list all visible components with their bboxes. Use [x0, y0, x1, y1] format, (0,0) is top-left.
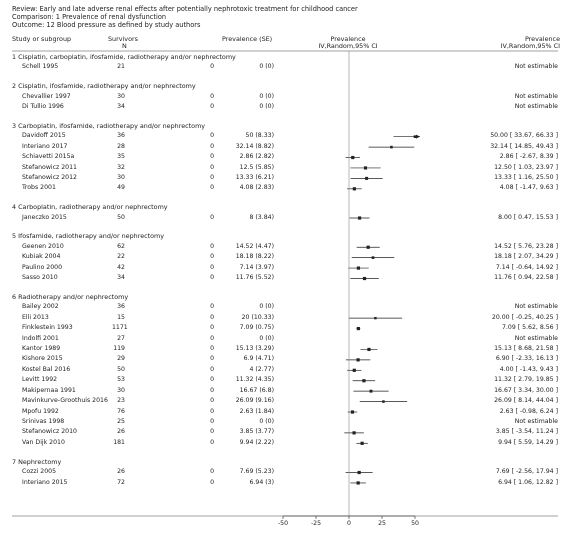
prevalence-se: 7.69 (5.23): [239, 468, 274, 476]
prevalence-ci: Not estimable: [514, 303, 558, 311]
prevalence-ci: Not estimable: [514, 418, 558, 426]
prevalence-ci: 26.09 [ 8.14, 44.04 ]: [494, 397, 558, 405]
x-tick-label: 25: [378, 520, 386, 527]
prevalence-se: 6.9 (4.71): [243, 355, 274, 363]
survivors-n: 27: [117, 334, 125, 342]
events-count: 0: [210, 303, 214, 311]
study-name: Bailey 2002: [22, 303, 59, 311]
point-estimate: [358, 216, 361, 219]
prevalence-ci: 4.00 [ -1.43, 9.43 ]: [499, 365, 558, 373]
events-count: 0: [210, 468, 214, 476]
prevalence-se: 7.09 (0.75): [239, 324, 274, 332]
prevalence-se: 13.33 (6.21): [235, 173, 274, 181]
study-name: Stefanowicz 2012: [22, 173, 77, 181]
point-estimate: [357, 358, 360, 361]
survivors-n: 62: [117, 242, 125, 250]
prevalence-se: 0 (0): [259, 303, 274, 311]
prevalence-ci: 14.52 [ 5.76, 23.28 ]: [494, 242, 558, 250]
prevalence-ci: 12.50 [ 1.03, 23.97 ]: [494, 163, 558, 171]
survivors-n: 21: [117, 63, 125, 71]
survivors-n: 181: [113, 438, 125, 446]
events-count: 0: [210, 386, 214, 394]
prevalence-se: 26.09 (9.16): [235, 397, 274, 405]
x-tick-label: 0: [347, 520, 351, 527]
prevalence-se: 2.63 (1.84): [239, 407, 274, 415]
prevalence-se: 14.52 (4.47): [235, 242, 274, 250]
events-count: 0: [210, 274, 214, 282]
events-count: 0: [210, 63, 214, 71]
prevalence-ci: 11.32 [ 2.79, 19.85 ]: [494, 376, 558, 384]
col-prevalence-se: Prevalence (SE): [222, 35, 273, 43]
prevalence-ci: Not estimable: [514, 63, 558, 71]
prevalence-ci: 11.76 [ 0.94, 22.58 ]: [494, 274, 558, 282]
point-estimate: [358, 471, 361, 474]
prevalence-se: 4 (2.77): [249, 365, 274, 373]
prevalence-ci: 7.69 [ -2.56, 17.94 ]: [495, 468, 558, 476]
comparison-title: Comparison: 1 Prevalence of renal dysfunction: [12, 13, 167, 21]
prevalence-se: 7.14 (3.97): [239, 263, 274, 271]
point-estimate: [357, 266, 360, 269]
col-ci-method: IV,Random,95% CI: [500, 42, 560, 50]
prevalence-se: 11.32 (4.35): [235, 376, 274, 384]
point-estimate: [351, 156, 354, 159]
prevalence-ci: 15.13 [ 8.68, 21.58 ]: [494, 345, 558, 353]
study-name: Janeczko 2015: [22, 213, 67, 221]
events-count: 0: [210, 184, 214, 192]
events-count: 0: [210, 163, 214, 171]
x-tick-label: -50: [277, 520, 289, 527]
subgroup-title: 4 Carboplatin, radiotherapy and/or nephrectomy: [12, 203, 168, 212]
x-tick-label: -25: [310, 520, 322, 527]
survivors-n: 23: [117, 397, 125, 405]
point-estimate: [357, 481, 360, 484]
events-count: 0: [210, 253, 214, 261]
point-estimate: [353, 187, 356, 190]
subgroup-title: 5 Ifosfamide, radiotherapy and/or nephrectomy: [12, 232, 165, 241]
events-count: 0: [210, 103, 214, 111]
subgroup-title: 3 Carboplatin, ifosfamide, radiotherapy and/or nephrectomy: [12, 121, 206, 130]
prevalence-ci: 8.00 [ 0.47, 15.53 ]: [498, 213, 558, 221]
subgroup-title: 2 Cisplatin, ifosfamide, radiotherapy and/or nephrectomy: [12, 82, 196, 91]
study-name: Chevallier 1997: [22, 92, 71, 100]
study-name: Indolfi 2001: [22, 334, 59, 342]
prevalence-se: 0 (0): [259, 334, 274, 342]
survivors-n: 50: [117, 365, 125, 373]
prevalence-ci: Not estimable: [514, 103, 558, 111]
subgroup-title: 7 Nephrectomy: [12, 457, 62, 466]
point-estimate: [362, 379, 365, 382]
prevalence-se: 2.86 (2.82): [239, 153, 274, 161]
point-estimate: [357, 327, 360, 330]
study-name: Stefanowicz 2010: [22, 428, 77, 436]
survivors-n: 42: [117, 263, 125, 271]
survivors-n: 72: [117, 478, 125, 486]
study-name: Interiano 2015: [22, 478, 68, 486]
survivors-n: 25: [117, 418, 125, 426]
prevalence-ci: 2.63 [ -0.98, 6.24 ]: [499, 407, 558, 415]
subgroup-title: 6 Radiotherapy and/or nephrectomy: [12, 292, 129, 301]
prevalence-se: 16.67 (6.8): [239, 386, 274, 394]
point-estimate: [352, 431, 355, 434]
events-count: 0: [210, 365, 214, 373]
survivors-n: 34: [117, 274, 125, 282]
survivors-n: 26: [117, 468, 125, 476]
events-count: 0: [210, 428, 214, 436]
prevalence-ci: 7.09 [ 5.62, 8.56 ]: [502, 324, 558, 332]
prevalence-ci: 9.94 [ 5.59, 14.29 ]: [498, 438, 558, 446]
prevalence-ci: 6.90 [ -2.33, 16.13 ]: [495, 355, 558, 363]
prevalence-se: 12.5 (5.85): [239, 163, 274, 171]
survivors-n: 1171: [112, 324, 128, 332]
events-count: 0: [210, 92, 214, 100]
review-title: Review: Early and late adverse renal effects after potentially nephrotoxic treatment for childhood cancer: [12, 5, 358, 13]
events-count: 0: [210, 153, 214, 161]
study-name: Geenen 2010: [22, 242, 64, 250]
prevalence-ci: 2.86 [ -2.67, 8.39 ]: [499, 153, 558, 161]
point-estimate: [372, 256, 375, 259]
study-name: Mavinkurve-Groothuis 2016: [22, 397, 108, 405]
prevalence-ci: Not estimable: [514, 334, 558, 342]
study-name: Kishore 2015: [22, 355, 63, 363]
outcome-title: Outcome: 12 Blood pressure as defined by study authors: [12, 21, 201, 29]
survivors-n: 76: [117, 407, 125, 415]
prevalence-se: 0 (0): [259, 63, 274, 71]
prevalence-se: 32.14 (8.82): [235, 142, 274, 150]
study-name: Trobs 2001: [22, 184, 56, 192]
study-name: Sasso 2010: [22, 274, 58, 282]
events-count: 0: [210, 213, 214, 221]
events-count: 0: [210, 478, 214, 486]
point-estimate: [361, 442, 364, 445]
point-estimate: [374, 317, 376, 319]
prevalence-se: 6.94 (3): [249, 478, 274, 486]
prevalence-se: 20 (10.33): [241, 313, 274, 321]
prevalence-se: 9.94 (2.22): [239, 438, 274, 446]
study-name: Srinivas 1998: [22, 418, 65, 426]
study-name: Interiano 2017: [22, 142, 68, 150]
prevalence-se: 0 (0): [259, 92, 274, 100]
study-name: Cozzi 2005: [22, 468, 57, 476]
col-prevalence-plot: Prevalence: [330, 35, 366, 43]
prevalence-ci: 16.67 [ 3.34, 30.00 ]: [494, 386, 558, 394]
prevalence-se: 8 (3.84): [249, 213, 274, 221]
survivors-n: 30: [117, 173, 125, 181]
prevalence-ci: 13.33 [ 1.16, 25.50 ]: [494, 173, 558, 181]
survivors-n: 119: [113, 345, 125, 353]
point-estimate: [351, 410, 354, 413]
col-study: Study or subgroup: [12, 35, 72, 43]
prevalence-se: 0 (0): [259, 103, 274, 111]
study-name: Stefanowicz 2011: [22, 163, 77, 171]
study-name: Davidoff 2015: [22, 132, 66, 140]
events-count: 0: [210, 418, 214, 426]
point-estimate: [382, 400, 385, 403]
events-count: 0: [210, 407, 214, 415]
prevalence-ci: 20.00 [ -0.25, 40.25 ]: [491, 313, 558, 321]
prevalence-ci: 3.85 [ -3.54, 11.24 ]: [495, 428, 558, 436]
survivors-n: 28: [117, 142, 125, 150]
survivors-n: 34: [117, 103, 125, 111]
col-prevalence-ci: Prevalence: [524, 35, 560, 43]
prevalence-ci: Not estimable: [514, 92, 558, 100]
point-estimate: [367, 348, 370, 351]
survivors-n: 53: [117, 376, 125, 384]
prevalence-ci: 7.14 [ -0.64, 14.92 ]: [495, 263, 558, 271]
events-count: 0: [210, 376, 214, 384]
events-count: 0: [210, 397, 214, 405]
x-tick-label: 50: [411, 520, 419, 527]
events-count: 0: [210, 334, 214, 342]
survivors-n: 30: [117, 386, 125, 394]
events-count: 0: [210, 324, 214, 332]
events-count: 0: [210, 173, 214, 181]
events-count: 0: [210, 355, 214, 363]
survivors-n: 50: [117, 213, 125, 221]
survivors-n: 30: [117, 92, 125, 100]
point-estimate: [365, 177, 368, 180]
point-estimate: [353, 369, 356, 372]
point-estimate: [367, 246, 370, 249]
events-count: 0: [210, 142, 214, 150]
events-count: 0: [210, 242, 214, 250]
survivors-n: 15: [117, 313, 125, 321]
study-name: Kostel Bal 2016: [22, 365, 71, 373]
study-name: Finklestein 1993: [22, 324, 73, 332]
study-name: Di Tullio 1996: [22, 103, 64, 111]
prevalence-se: 15.13 (3.29): [235, 345, 274, 353]
study-name: Makipernaa 1991: [22, 386, 76, 394]
study-name: Elli 2013: [22, 313, 49, 321]
survivors-n: 26: [117, 428, 125, 436]
col-plot-method: IV,Random,95% CI: [318, 42, 378, 50]
point-estimate: [364, 166, 367, 169]
point-estimate: [363, 277, 366, 280]
ci-arrow: [416, 135, 420, 139]
survivors-n: 32: [117, 163, 125, 171]
study-name: Schiavetti 2015a: [22, 153, 75, 161]
prevalence-se: 0 (0): [259, 418, 274, 426]
study-name: Kubiak 2004: [22, 253, 61, 261]
prevalence-se: 11.76 (5.52): [235, 274, 274, 282]
prevalence-ci: 4.08 [ -1.47, 9.63 ]: [499, 184, 558, 192]
events-count: 0: [210, 313, 214, 321]
prevalence-se: 4.08 (2.83): [239, 184, 274, 192]
col-survivors: Survivors: [108, 35, 138, 43]
prevalence-ci: 6.94 [ 1.06, 12.82 ]: [498, 478, 558, 486]
study-name: Schell 1995: [22, 63, 59, 71]
prevalence-se: 18.18 (8.22): [235, 253, 274, 261]
survivors-n: 22: [117, 253, 125, 261]
point-estimate: [390, 146, 393, 149]
study-name: Kantor 1989: [22, 345, 61, 353]
study-name: Van Dijk 2010: [22, 438, 65, 446]
survivors-n: 29: [117, 355, 125, 363]
survivors-n: 36: [117, 132, 125, 140]
prevalence-se: 50 (8.33): [245, 132, 274, 140]
prevalence-ci: 18.18 [ 2.07, 34.29 ]: [494, 253, 558, 261]
point-estimate: [414, 135, 417, 138]
events-count: 0: [210, 438, 214, 446]
prevalence-ci: 32.14 [ 14.85, 49.43 ]: [490, 142, 558, 150]
survivors-n: 49: [117, 184, 125, 192]
events-count: 0: [210, 132, 214, 140]
events-count: 0: [210, 345, 214, 353]
col-survivors-n: N: [122, 42, 127, 50]
prevalence-se: 3.85 (3.77): [239, 428, 274, 436]
study-name: Levitt 1992: [22, 376, 58, 384]
events-count: 0: [210, 263, 214, 271]
study-name: Paulino 2000: [22, 263, 63, 271]
survivors-n: 36: [117, 303, 125, 311]
survivors-n: 35: [117, 153, 125, 161]
point-estimate: [370, 390, 373, 393]
subgroup-title: 1 Cisplatin, carboplatin, ifosfamide, radiotherapy and/or nephrectomy: [12, 53, 236, 61]
study-name: Mpofu 1992: [22, 407, 59, 415]
prevalence-ci: 50.00 [ 33.67, 66.33 ]: [490, 132, 558, 140]
